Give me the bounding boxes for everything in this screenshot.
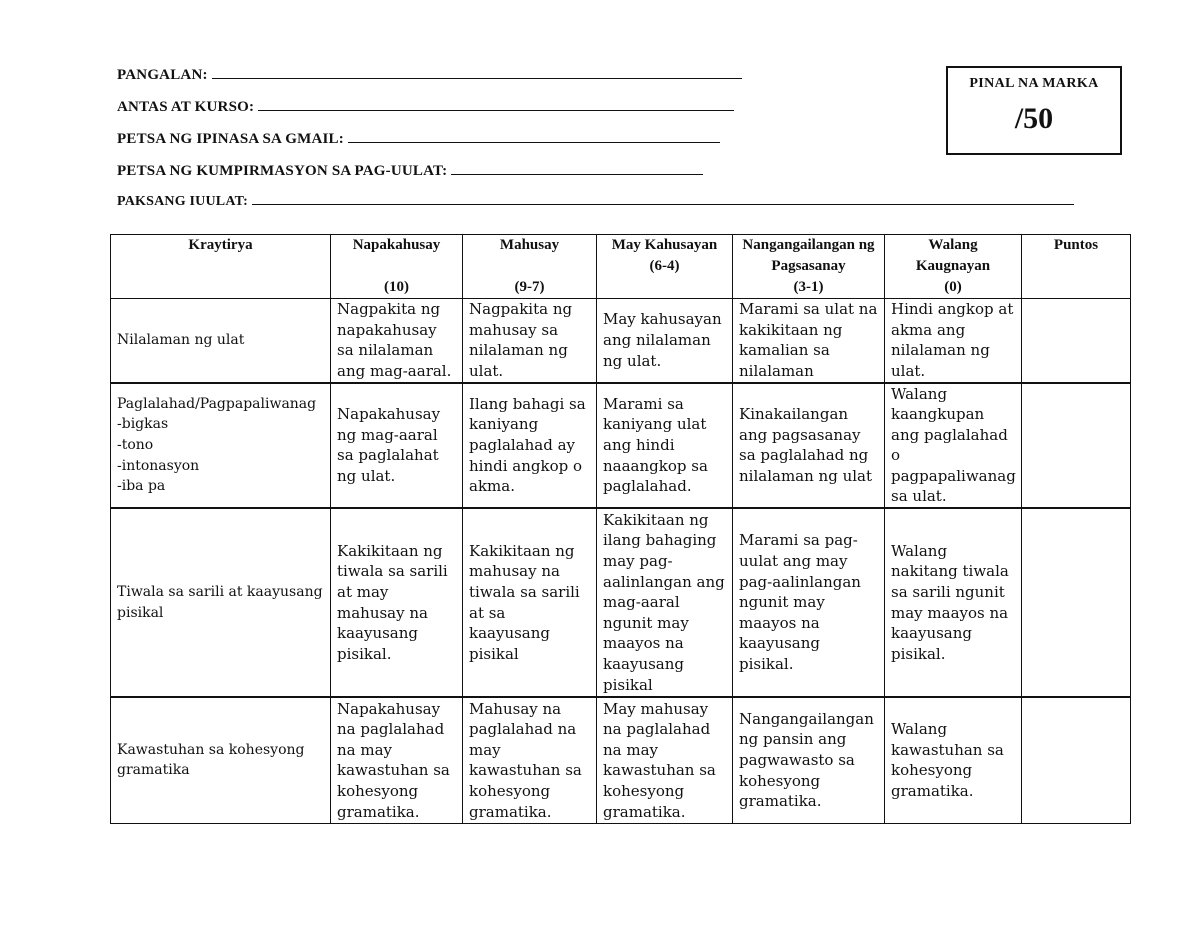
rubric-cell: Napakahusay na paglalahad na may kawastuhan sa kohesyong gramatika. xyxy=(331,697,463,823)
year-course-field[interactable] xyxy=(117,98,734,116)
rubric-header-row xyxy=(111,235,1131,299)
name-blank-line[interactable] xyxy=(212,66,742,79)
criterion-nilalaman: Nilalaman ng ulat xyxy=(111,299,331,383)
rubric-cell: Kakikitaan ng mahusay na tiwala sa sarili at sa kaayusang pisikal xyxy=(463,508,597,697)
rubric-cell: Napakahusay ng mag-aaral sa paglalahat ng ulat. xyxy=(331,383,463,509)
level-header-nangangailangan xyxy=(733,235,885,299)
level-header-mahusay xyxy=(463,235,597,299)
confirmation-date-label: PETSA NG KUMPIRMASYON SA PAG-UULAT: xyxy=(117,163,448,179)
topic-blank-line[interactable] xyxy=(252,192,1074,205)
table-row xyxy=(111,697,1131,823)
year-course-blank-line[interactable] xyxy=(258,98,734,111)
rubric-cell: Nangangailangan ng pansin ang pagwawasto sa kohesyong gramatika. xyxy=(733,697,885,823)
criterion-kawastuhan: Kawastuhan sa kohesyong gramatika xyxy=(111,697,331,823)
rubric-cell: Nagpakita ng napakahusay sa nilalaman ang mag-aaral. xyxy=(331,299,463,383)
rubric-cell: Kinakailangan ang pagsasanay sa paglalahad ng nilalaman ng ulat xyxy=(733,383,885,509)
level-name: Napakahusay xyxy=(352,237,441,253)
rubric-cell: Walang nakitang tiwala sa sarili ngunit may maayos na kaayusang pisikal. xyxy=(885,508,1022,697)
points-cell[interactable] xyxy=(1022,299,1131,383)
final-grade-label: PINAL NA MARKA xyxy=(969,76,1099,91)
rubric-cell: Walang kawastuhan sa kohesyong gramatika. xyxy=(885,697,1022,823)
table-row xyxy=(111,383,1131,509)
topic-field[interactable] xyxy=(117,192,1074,210)
rubric-cell: May kahusayan ang nilalaman ng ulat. xyxy=(597,299,733,383)
level-score: (0) xyxy=(944,279,962,295)
rubric-cell: Marami sa ulat na kakikitaan ng kamalian sa nilalaman xyxy=(733,299,885,383)
topic-label: PAKSANG IUULAT: xyxy=(117,194,248,209)
name-label: PANGALAN: xyxy=(117,67,208,83)
rubric-table xyxy=(110,234,1131,824)
table-row xyxy=(111,508,1131,697)
rubric-cell: Marami sa pag-uulat ang may pag-aalinlangan ngunit may maayos na kaayusang pisikal. xyxy=(733,508,885,697)
level-score: (9-7) xyxy=(514,279,545,295)
points-header: Puntos xyxy=(1022,235,1131,299)
points-cell[interactable] xyxy=(1022,697,1131,823)
criterion-paglalahad: Paglalahad/Pagpapaliwanag -bigkas -tono -intonasyon -iba pa xyxy=(111,383,331,509)
final-grade-value: /50 xyxy=(1014,102,1054,135)
rubric-cell: Ilang bahagi sa kaniyang paglalahad ay hindi angkop o akma. xyxy=(463,383,597,509)
final-grade-box xyxy=(946,66,1122,155)
level-name: Walang Kaugnayan xyxy=(915,237,991,274)
level-score: (6-4) xyxy=(649,258,680,274)
gmail-date-field[interactable] xyxy=(117,130,720,148)
level-score: (3-1) xyxy=(793,279,824,295)
rubric-cell: Hindi angkop at akma ang nilalaman ng ulat. xyxy=(885,299,1022,383)
year-course-label: ANTAS AT KURSO: xyxy=(117,99,255,115)
level-name: Nangangailangan ng Pagsasanay xyxy=(742,237,875,274)
criteria-header: Kraytirya xyxy=(111,235,331,299)
points-cell[interactable] xyxy=(1022,508,1131,697)
rubric-cell: Nagpakita ng mahusay sa nilalaman ng ulat. xyxy=(463,299,597,383)
rubric-cell: Mahusay na paglalahad na may kawastuhan sa kohesyong gramatika. xyxy=(463,697,597,823)
level-header-napakahusay xyxy=(331,235,463,299)
table-row xyxy=(111,299,1131,383)
level-score: (10) xyxy=(384,279,409,295)
rubric-cell: Walang kaangkupan ang paglalahad o pagpapaliwanag sa ulat. xyxy=(885,383,1022,509)
gmail-date-label: PETSA NG IPINASA SA GMAIL: xyxy=(117,131,344,147)
points-cell[interactable] xyxy=(1022,383,1131,509)
level-name: Mahusay xyxy=(499,237,560,253)
rubric-cell: Kakikitaan ng tiwala sa sarili at may mahusay na kaayusang pisikal. xyxy=(331,508,463,697)
criterion-tiwala: Tiwala sa sarili at kaayusang pisikal xyxy=(111,508,331,697)
level-header-may-kahusayan xyxy=(597,235,733,299)
level-name: May Kahusayan xyxy=(611,237,718,253)
rubric-cell: Marami sa kaniyang ulat ang hindi naaangkop sa paglalahad. xyxy=(597,383,733,509)
rubric-cell: May mahusay na paglalahad na may kawastuhan sa kohesyong gramatika. xyxy=(597,697,733,823)
rubric-cell: Kakikitaan ng ilang bahaging may pag-aalinlangan ang mag-aaral ngunit may maayos na kaayusang pisikal xyxy=(597,508,733,697)
name-field[interactable] xyxy=(117,66,742,84)
gmail-date-blank-line[interactable] xyxy=(348,130,720,143)
confirmation-date-blank-line[interactable] xyxy=(451,162,703,175)
level-header-walang-kaugnayan xyxy=(885,235,1022,299)
confirmation-date-field[interactable] xyxy=(117,162,703,180)
